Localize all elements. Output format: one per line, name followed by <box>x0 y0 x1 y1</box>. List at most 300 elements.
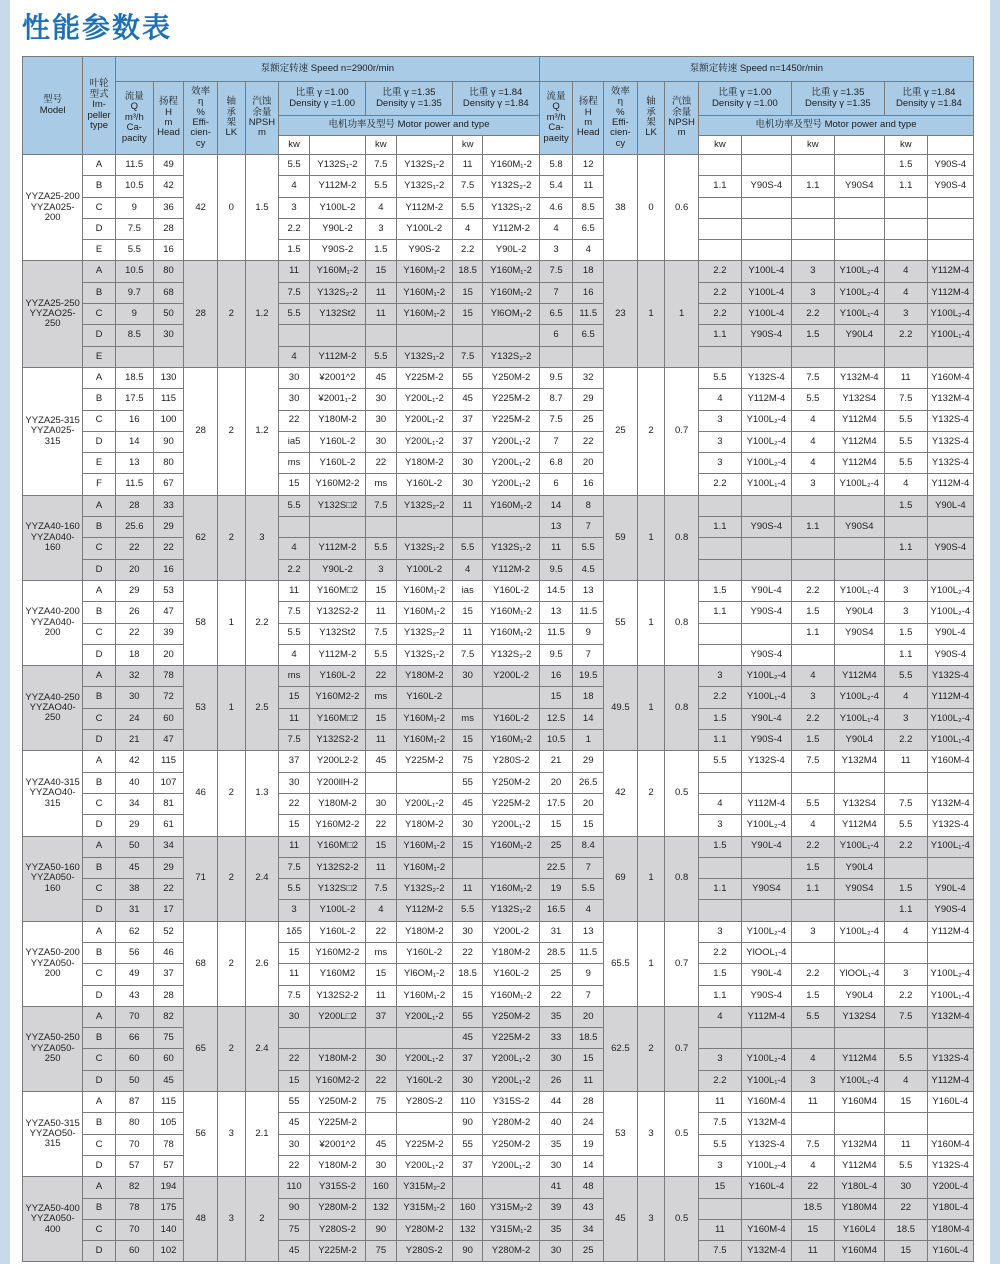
capacity-1450-cell: 35 <box>539 1006 573 1027</box>
motor-a-1450-cell: Y100L-4 <box>741 304 791 325</box>
motor-c-1450-cell <box>927 1113 973 1134</box>
motor-b-cell: Y132S₂-2 <box>396 623 452 644</box>
header-line: H <box>584 106 592 118</box>
motor-c-1450-cell: Y100L₂-4 <box>927 580 973 601</box>
head-1450-cell: 26.5 <box>573 772 604 793</box>
motor-b-1450-cell: Y100L₂-4 <box>834 687 884 708</box>
table-row <box>23 751 974 772</box>
efficiency-1450-cell: 65.5 <box>604 921 638 1006</box>
head-1450-cell: 8.4 <box>573 836 604 857</box>
efficiency-1450-cell: 25 <box>604 367 638 495</box>
right-margin-rail <box>990 0 1000 1264</box>
header-line: Density γ =1.00 <box>289 97 356 109</box>
kw-c-cell: 30 <box>452 1070 483 1091</box>
kw-b-1450-cell <box>791 900 834 921</box>
motor-c-cell: Y160M₁-2 <box>483 261 539 282</box>
capacity-cell <box>115 346 153 367</box>
motor-b-1450-cell: Y132S4 <box>834 793 884 814</box>
header-capacity <box>115 82 153 155</box>
head-cell: 82 <box>153 1006 184 1027</box>
motor-a-cell: Y160M2-2 <box>309 474 365 495</box>
header-density-100 <box>279 82 366 116</box>
motor-a-1450-cell: Y100L₁-4 <box>741 1070 791 1091</box>
motor-a-cell: ¥2001₁-2 <box>309 389 365 410</box>
kw-a-1450-cell: 4 <box>698 389 741 410</box>
capacity-1450-cell: 25 <box>539 964 573 985</box>
capacity-1450-cell: 7.5 <box>539 410 573 431</box>
kw-a-1450-cell: 3 <box>698 815 741 836</box>
motor-c-1450-cell <box>927 346 973 367</box>
head-1450-cell: 24 <box>573 1113 604 1134</box>
capacity-cell: 16 <box>115 410 153 431</box>
model-cell <box>23 921 83 1006</box>
npsh-1450-cell: 0.8 <box>665 580 699 665</box>
motor-b-1450-cell: Y112M4 <box>834 431 884 452</box>
head-cell: 102 <box>153 1241 184 1262</box>
kw-c-cell: 37 <box>452 431 483 452</box>
kw-b-1450-cell: 2.2 <box>791 708 834 729</box>
kw-b-1450-cell: 1.5 <box>791 325 834 346</box>
head-cell: 30 <box>153 325 184 346</box>
motor-a-cell: Y200L2-2 <box>309 751 365 772</box>
motor-b-cell: Y160L-2 <box>396 687 452 708</box>
kw-b-cell: 4 <box>366 197 397 218</box>
motor-a-1450-cell: Y100L₂-4 <box>741 431 791 452</box>
header-kw: kw <box>279 136 310 155</box>
motor-a-cell: Y132S₂-2 <box>309 282 365 303</box>
motor-b-1450-cell <box>834 772 884 793</box>
capacity-1450-cell: 6.8 <box>539 453 573 474</box>
kw-a-1450-cell: 1.1 <box>698 879 741 900</box>
kw-a-1450-cell <box>698 538 741 559</box>
header-blank <box>309 136 365 155</box>
capacity-cell: 7.5 <box>115 218 153 239</box>
kw-b-cell: 30 <box>366 431 397 452</box>
motor-a-1450-cell: Y132M-4 <box>741 1241 791 1262</box>
capacity-cell: 21 <box>115 730 153 751</box>
kw-c-1450-cell: 4 <box>884 1070 927 1091</box>
capacity-cell: 24 <box>115 708 153 729</box>
head-1450-cell: 7 <box>573 985 604 1006</box>
motor-a-cell: Y160L-2 <box>309 921 365 942</box>
head-cell: 115 <box>153 389 184 410</box>
kw-b-cell: 11 <box>366 985 397 1006</box>
kw-a-1450-cell <box>698 1198 741 1219</box>
header-line: peller <box>87 109 111 121</box>
kw-c-1450-cell: 5.5 <box>884 1155 927 1176</box>
motor-c-1450-cell: Y90S-4 <box>927 900 973 921</box>
header-line: 流量 <box>546 90 566 102</box>
capacity-1450-cell: 10.5 <box>539 730 573 751</box>
kw-b-1450-cell: 7.5 <box>791 751 834 772</box>
capacity-cell: 62 <box>115 921 153 942</box>
kw-c-cell <box>452 687 483 708</box>
header-line: 承 <box>226 106 237 118</box>
motor-b-1450-cell: Y90S4 <box>834 176 884 197</box>
motor-c-cell: Y160L-2 <box>483 708 539 729</box>
type-cell: A <box>83 1006 116 1027</box>
motor-a-1450-cell: Y112M-4 <box>741 793 791 814</box>
kw-c-1450-cell: 1.5 <box>884 623 927 644</box>
type-cell: A <box>83 495 116 516</box>
head-cell: 16 <box>153 559 184 580</box>
motor-a-1450-cell: Y90L-4 <box>741 708 791 729</box>
header-line: % <box>196 106 205 118</box>
table-row <box>23 346 974 367</box>
type-cell: D <box>83 431 116 452</box>
efficiency-1450-cell: 69 <box>604 836 638 921</box>
motor-a-cell: Y90L-2 <box>309 218 365 239</box>
motor-a-1450-cell: Y100L₂-4 <box>741 815 791 836</box>
kw-a-1450-cell <box>698 644 741 665</box>
motor-b-1450-cell: Y100L₁-4 <box>834 1070 884 1091</box>
motor-b-1450-cell <box>834 240 884 261</box>
header-line: 比重 γ =1.84 <box>469 87 523 99</box>
motor-b-cell: Y200L₁-2 <box>396 410 452 431</box>
motor-a-cell <box>309 1028 365 1049</box>
capacity-1450-cell: 21 <box>539 751 573 772</box>
kw-b-1450-cell: 2.2 <box>791 964 834 985</box>
header-line: 余量 <box>252 106 272 118</box>
table-row <box>23 644 974 665</box>
bearing-frame-1450-cell: 1 <box>637 921 665 1006</box>
table-row <box>23 964 974 985</box>
kw-a-cell <box>279 517 310 538</box>
motor-b-cell: Y160L-2 <box>396 474 452 495</box>
motor-a-1450-cell <box>741 857 791 878</box>
kw-a-1450-cell: 11 <box>698 1219 741 1240</box>
kw-a-cell: 30 <box>279 1006 310 1027</box>
head-cell: 90 <box>153 431 184 452</box>
header-density-135 <box>366 82 453 116</box>
capacity-1450-cell: 7 <box>539 431 573 452</box>
kw-c-1450-cell: 2.2 <box>884 325 927 346</box>
kw-c-1450-cell <box>884 517 927 538</box>
header-line: 余量 <box>672 106 692 118</box>
kw-a-1450-cell: 7.5 <box>698 1113 741 1134</box>
type-cell: D <box>83 900 116 921</box>
capacity-1450-cell: 33 <box>539 1028 573 1049</box>
header-line: H <box>165 106 172 118</box>
model-name: YYZA50-315 <box>25 1117 80 1129</box>
type-cell: A <box>83 580 116 601</box>
kw-a-cell: 2.2 <box>279 218 310 239</box>
type-cell: B <box>83 1028 116 1049</box>
capacity-cell: 30 <box>115 687 153 708</box>
motor-c-cell: Y225M-2 <box>483 389 539 410</box>
capacity-cell: 26 <box>115 602 153 623</box>
header-line: cy <box>195 137 206 149</box>
header-line: 比重 γ =1.84 <box>902 87 956 99</box>
head-cell: 28 <box>153 218 184 239</box>
efficiency-cell: 65 <box>184 1006 218 1091</box>
head-1450-cell: 5.5 <box>573 879 604 900</box>
head-1450-cell: 25 <box>573 1241 604 1262</box>
model-name: YYZA050-160 <box>30 872 75 894</box>
head-1450-cell: 15 <box>573 815 604 836</box>
head-1450-cell: 32 <box>573 367 604 388</box>
header-line: 型式 <box>89 88 109 100</box>
kw-b-1450-cell <box>791 346 834 367</box>
head-1450-cell: 18 <box>573 261 604 282</box>
kw-b-cell: 30 <box>366 410 397 431</box>
model-cell <box>23 367 83 495</box>
motor-b-cell: Y200L₁-2 <box>396 1006 452 1027</box>
kw-a-cell: 45 <box>279 1241 310 1262</box>
motor-b-cell: Yl6OM₁-2 <box>396 964 452 985</box>
kw-b-cell <box>366 1028 397 1049</box>
type-cell: C <box>83 304 116 325</box>
motor-a-cell: Y180M-2 <box>309 1155 365 1176</box>
head-cell: 34 <box>153 836 184 857</box>
motor-b-1450-cell: Y100L₁-4 <box>834 580 884 601</box>
efficiency-cell: 62 <box>184 495 218 580</box>
efficiency-cell: 68 <box>184 921 218 1006</box>
kw-c-cell: 55 <box>452 1134 483 1155</box>
motor-a-1450-cell: Y100L-4 <box>741 282 791 303</box>
capacity-cell: 38 <box>115 879 153 900</box>
motor-c-cell: Y112M-2 <box>483 218 539 239</box>
capacity-cell: 34 <box>115 793 153 814</box>
model-cell <box>23 261 83 367</box>
kw-c-1450-cell: 2.2 <box>884 836 927 857</box>
table-row <box>23 580 974 601</box>
motor-a-cell: Y160M2-2 <box>309 942 365 963</box>
kw-a-cell: 4 <box>279 644 310 665</box>
kw-b-1450-cell: 3 <box>791 474 834 495</box>
header-efficiency <box>184 82 218 155</box>
motor-c-1450-cell: Y112M-4 <box>927 474 973 495</box>
bearing-frame-1450-cell: 3 <box>637 1092 665 1177</box>
motor-c-1450-cell: Y112M-4 <box>927 687 973 708</box>
head-cell: 60 <box>153 1049 184 1070</box>
head-1450-cell: 18 <box>573 687 604 708</box>
motor-c-1450-cell: Y112M-4 <box>927 921 973 942</box>
bearing-frame-1450-cell: 3 <box>637 1177 665 1262</box>
capacity-1450-cell: 4.6 <box>539 197 573 218</box>
kw-b-1450-cell: 2.2 <box>791 580 834 601</box>
type-cell: C <box>83 793 116 814</box>
kw-b-1450-cell: 18.5 <box>791 1198 834 1219</box>
motor-c-cell: Y160M₁-2 <box>483 495 539 516</box>
motor-c-1450-cell: Y100L₂-4 <box>927 708 973 729</box>
kw-b-cell: 5.5 <box>366 644 397 665</box>
motor-a-1450-cell: Y132S-4 <box>741 751 791 772</box>
motor-a-cell: Y160M2-2 <box>309 1070 365 1091</box>
type-cell: C <box>83 197 116 218</box>
kw-b-cell: 75 <box>366 1241 397 1262</box>
efficiency-1450-cell: 59 <box>604 495 638 580</box>
kw-a-cell: 7.5 <box>279 985 310 1006</box>
kw-a-1450-cell: 4 <box>698 1006 741 1027</box>
header-speed-1450: 泵额定转速 Speed n=1450r/min <box>539 57 973 82</box>
model-name: YYZA25-200 <box>25 191 80 203</box>
motor-a-1450-cell: Y100L₁-4 <box>741 474 791 495</box>
table-row <box>23 1219 974 1240</box>
motor-a-cell: Y160M2 <box>309 964 365 985</box>
head-1450-cell <box>573 346 604 367</box>
header-line: m³/h <box>124 111 144 123</box>
header-npsh-1450 <box>665 82 699 155</box>
motor-c-1450-cell: Y160L-4 <box>927 1092 973 1113</box>
type-cell: E <box>83 346 116 367</box>
model-name: YYZA25-250 <box>25 297 80 309</box>
capacity-1450-cell: 9.5 <box>539 559 573 580</box>
npsh-cell: 2.2 <box>245 580 279 665</box>
head-1450-cell: 6.5 <box>573 218 604 239</box>
kw-c-cell <box>452 857 483 878</box>
head-1450-cell: 19 <box>573 1134 604 1155</box>
motor-c-1450-cell: Y90L-4 <box>927 879 973 900</box>
motor-c-cell: Y200L-2 <box>483 666 539 687</box>
npsh-1450-cell: 0.8 <box>665 836 699 921</box>
npsh-cell: 2.6 <box>245 921 279 1006</box>
kw-a-cell: 3 <box>279 197 310 218</box>
capacity-1450-cell: 25 <box>539 836 573 857</box>
capacity-1450-cell: 15 <box>539 687 573 708</box>
motor-b-1450-cell <box>834 900 884 921</box>
kw-b-cell: 11 <box>366 857 397 878</box>
capacity-cell: 31 <box>115 900 153 921</box>
header-line: m <box>257 127 266 139</box>
kw-b-1450-cell: 5.5 <box>791 1006 834 1027</box>
head-cell: 130 <box>153 367 184 388</box>
model-cell <box>23 836 83 921</box>
motor-a-1450-cell: Y90S-4 <box>741 644 791 665</box>
motor-b-cell: Y132S₂-2 <box>396 495 452 516</box>
kw-c-1450-cell: 1.5 <box>884 155 927 176</box>
motor-b-cell: Y100L-2 <box>396 218 452 239</box>
capacity-1450-cell: 9.5 <box>539 367 573 388</box>
header-capacity-1450 <box>539 82 573 155</box>
kw-c-1450-cell <box>884 857 927 878</box>
head-1450-cell: 5.5 <box>573 538 604 559</box>
capacity-cell: 20 <box>115 559 153 580</box>
motor-a-1450-cell: Y132M-4 <box>741 1113 791 1134</box>
bearing-frame-cell: 2 <box>218 921 246 1006</box>
motor-b-cell <box>396 325 452 346</box>
motor-c-cell: Y112M-2 <box>483 559 539 580</box>
motor-b-1450-cell: Y90L4 <box>834 325 884 346</box>
motor-b-cell <box>396 517 452 538</box>
bearing-frame-1450-cell: 1 <box>637 495 665 580</box>
kw-a-cell: ms <box>279 453 310 474</box>
type-cell: B <box>83 1198 116 1219</box>
kw-b-cell: 11 <box>366 282 397 303</box>
motor-a-1450-cell: Y90S-4 <box>741 730 791 751</box>
capacity-1450-cell: 7.5 <box>539 261 573 282</box>
kw-a-1450-cell: 1.1 <box>698 325 741 346</box>
header-line: LK <box>645 127 657 139</box>
motor-c-cell: Y160M₁-2 <box>483 282 539 303</box>
motor-a-cell: Y200L□2 <box>309 1006 365 1027</box>
kw-b-cell: 7.5 <box>366 495 397 516</box>
motor-b-cell: Y180M-2 <box>396 453 452 474</box>
motor-c-1450-cell <box>927 857 973 878</box>
motor-c-1450-cell: Y112M-4 <box>927 1070 973 1091</box>
type-cell: D <box>83 325 116 346</box>
left-margin-rail <box>0 0 10 1264</box>
kw-b-1450-cell: 11 <box>791 1092 834 1113</box>
type-cell: A <box>83 1177 116 1198</box>
motor-c-1450-cell <box>927 517 973 538</box>
header-line: 比重 γ =1.35 <box>382 87 436 99</box>
capacity-1450-cell: 6.5 <box>539 304 573 325</box>
motor-c-1450-cell: Y90S-4 <box>927 644 973 665</box>
kw-a-1450-cell <box>698 197 741 218</box>
motor-c-cell <box>483 1177 539 1198</box>
head-cell: 49 <box>153 155 184 176</box>
motor-a-1450-cell <box>741 197 791 218</box>
kw-a-cell: ms <box>279 666 310 687</box>
model-name: YYZA050-250 <box>30 1042 75 1065</box>
motor-b-cell: Y200L₁-2 <box>396 793 452 814</box>
kw-a-1450-cell: 3 <box>698 431 741 452</box>
kw-c-1450-cell: 5.5 <box>884 815 927 836</box>
capacity-cell: 9 <box>115 197 153 218</box>
kw-a-cell: 30 <box>279 389 310 410</box>
npsh-cell: 1.3 <box>245 751 279 836</box>
motor-c-1450-cell: Y100L₂-4 <box>927 602 973 623</box>
head-cell: 60 <box>153 708 184 729</box>
motor-a-1450-cell: Y90S-4 <box>741 517 791 538</box>
head-1450-cell: 18.5 <box>573 1028 604 1049</box>
model-cell <box>23 1177 83 1262</box>
motor-a-1450-cell: Y100L-4 <box>741 261 791 282</box>
head-cell: 80 <box>153 453 184 474</box>
kw-a-1450-cell: 11 <box>698 1092 741 1113</box>
model-cell <box>23 155 83 261</box>
head-cell: 36 <box>153 197 184 218</box>
motor-a-cell: Y160L-2 <box>309 666 365 687</box>
motor-b-1450-cell: Y90L4 <box>834 602 884 623</box>
table-row <box>23 730 974 751</box>
npsh-1450-cell: 1 <box>665 261 699 367</box>
kw-b-cell: 3 <box>366 218 397 239</box>
motor-a-cell: Y160M2-2 <box>309 687 365 708</box>
motor-a-cell: Y180M-2 <box>309 410 365 431</box>
motor-b-cell: Y160M₁-2 <box>396 282 452 303</box>
table-row <box>23 687 974 708</box>
kw-b-cell: 30 <box>366 793 397 814</box>
capacity-cell: 87 <box>115 1092 153 1113</box>
kw-b-cell: 22 <box>366 815 397 836</box>
header-line: Q <box>552 101 560 113</box>
header-line: Effi- <box>612 117 629 128</box>
npsh-1450-cell: 0.7 <box>665 921 699 1006</box>
motor-b-1450-cell <box>834 644 884 665</box>
kw-a-cell: 30 <box>279 1134 310 1155</box>
header-kw: kw <box>698 136 741 155</box>
head-cell: 107 <box>153 772 184 793</box>
motor-c-1450-cell: Y160M-4 <box>927 367 973 388</box>
header-line: pacity <box>121 132 147 144</box>
table-row <box>23 1006 974 1027</box>
head-cell: 100 <box>153 410 184 431</box>
kw-c-1450-cell <box>884 197 927 218</box>
motor-c-1450-cell <box>927 240 973 261</box>
motor-b-cell: Y315M₂-2 <box>396 1177 452 1198</box>
kw-c-cell: 15 <box>452 836 483 857</box>
motor-c-cell: Y132S₁-2 <box>483 538 539 559</box>
kw-b-cell: 45 <box>366 367 397 388</box>
kw-b-cell: ms <box>366 942 397 963</box>
kw-a-1450-cell: 1.1 <box>698 602 741 623</box>
head-1450-cell: 25 <box>573 410 604 431</box>
kw-a-cell: 5.5 <box>279 623 310 644</box>
capacity-1450-cell: 5.8 <box>539 155 573 176</box>
motor-b-1450-cell: Y112M4 <box>834 453 884 474</box>
